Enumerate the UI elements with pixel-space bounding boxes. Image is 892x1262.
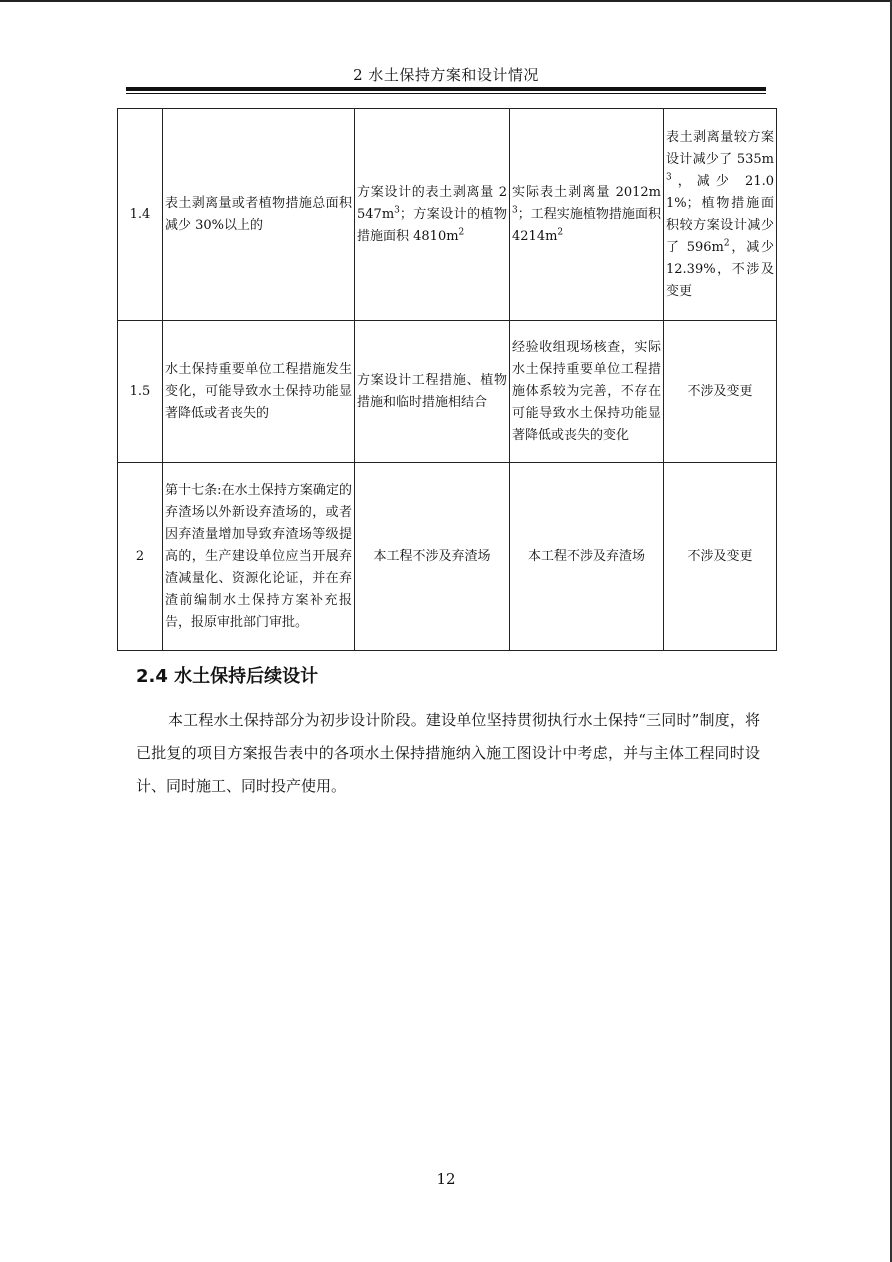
table-row [118, 109, 777, 321]
criterion-cell: 表土剥离量或者植物措施总面积减少 30%以上的 [163, 109, 355, 321]
row-number: 1.5 [118, 321, 163, 463]
criterion-cell: 水土保持重要单位工程措施发生变化，可能导致水土保持功能显著降低或者丧失的 [163, 321, 355, 463]
row-number: 1.4 [118, 109, 163, 321]
conclusion-cell: 不涉及变更 [664, 321, 777, 463]
section-heading: 2.4 水土保持后续设计 [136, 666, 319, 687]
conclusion-cell: 不涉及变更 [664, 463, 777, 651]
header-rule-thick [126, 87, 766, 91]
actual-cell: 实际表土剥离量 $2012m^3$；工程实施植物措施面积 $4214m^2$ [510, 109, 664, 321]
row-number: 2 [118, 463, 163, 651]
running-header: 2 水土保持方案和设计情况 [353, 66, 539, 84]
table-row [118, 463, 777, 651]
table-row [118, 321, 777, 463]
plan-cell: 方案设计的表土剥离量 $2547m^3$；方案设计的植物措施面积 $4810m^2$ [355, 109, 510, 321]
page-top-border [0, 0, 892, 2]
actual-cell: 经验收组现场核查，实际水土保持重要单位工程措施体系较为完善，不存在可能导致水土保持功能显著降低或丧失的变化 [510, 321, 664, 463]
page-number: 12 [436, 1170, 456, 1188]
actual-cell: 本工程不涉及弃渣场 [510, 463, 664, 651]
conclusion-cell: 表土剥离量较方案设计减少了 $535m^3$，减少 21.01%；植物措施面积较方案设计减少了 $596m^2$，减少 12.39%，不涉及变更 [664, 109, 777, 321]
criterion-cell: 第十七条:在水土保持方案确定的弃渣场以外新设弃渣场的，或者因弃渣量增加导致弃渣场等级提高的，生产建设单位应当开展弃渣减量化、资源化论证，并在弃渣前编制水土保持方案补充报告，报原审批部门审批。 [163, 463, 355, 651]
plan-cell: 本工程不涉及弃渣场 [355, 463, 510, 651]
change-assessment-table [117, 108, 777, 651]
plan-cell: 方案设计工程措施、植物措施和临时措施相结合 [355, 321, 510, 463]
header-rule-thin [126, 93, 766, 94]
body-paragraph: 本工程水土保持部分为初步设计阶段。建设单位坚持贯彻执行水土保持“三同时”制度，将已批复的项目方案报告表中的各项水土保持措施纳入施工图设计中考虑，并与主体工程同时设计、同时施工、同时投产使用。 [136, 711, 760, 795]
